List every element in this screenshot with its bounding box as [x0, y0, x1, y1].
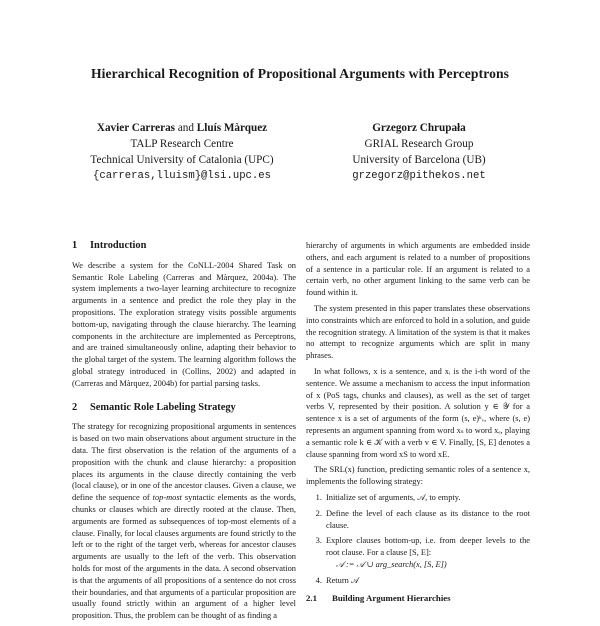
strategy-step: 1. Initialize set of arguments, 𝒜, to empty.	[324, 492, 530, 504]
section-title: Introduction	[90, 240, 147, 251]
author-name-carreras: Xavier Carreras	[96, 122, 176, 134]
author-name-marquez: Lluís Màrquez	[196, 122, 268, 134]
srl-paragraph: The strategy for recognizing propositional arguments in sentences is based on two main observations about argument structure in the data. The first observation is the relation of the arguments of a proposition with the chunk and clause hierarchy: a proposition places its arguments in the clause directly containing the verb (local clause), or in one of the ancestor clauses. Given a clause, we define the sequence of top-most syntactic elements as the words, chunks or clauses which are directly rooted at the clause. Then, arguments are formed as subsequences of top-most elements of a clause. Finally, for local clauses arguments are found strictly to the left or to the right of the target verb, whereas for ancestor clauses arguments are usually to the left of the verb. This observation holds for most of the arguments in the data. A second observation is that the arguments of all propositions of a sentence do not cross their boundaries, and that arguments of a particular proposition are usually found strictly within an argument of a higher level proposition. Thus, the problem can be thought of as finding a	[72, 422, 297, 621]
subsection-title: Building Argument Hierarchies	[332, 592, 451, 603]
srl-paragraph-continued: hierarchy of arguments in which arguments are embedded inside others, and each argument is related to a number of propositions of a sentence in a particular role. If an argument is related to a certain verb, no other argument linking to the same verb can be found within it.	[306, 241, 530, 298]
author-block-ub	[300, 120, 538, 184]
section-title: Semantic Role Labeling Strategy	[90, 401, 236, 413]
author-names	[52, 120, 312, 136]
author-email: grzegorz@pithekos.net	[352, 170, 486, 182]
section-number: 1	[72, 240, 78, 251]
affiliation-group: GRIAL Research Group	[364, 138, 474, 150]
subsection-number: 2.1	[306, 592, 317, 603]
affiliation-university: University of Barcelona (UB)	[352, 154, 486, 166]
emphasis-top-most: top-most	[152, 493, 182, 503]
paper-title: Hierarchical Recognition of Propositional Arguments with Perceptrons	[90, 66, 510, 81]
right-column	[306, 240, 530, 604]
section-heading-srl-strategy	[72, 402, 296, 414]
affiliation-university: Technical University of Catalonia (UPC)	[90, 154, 274, 166]
srl-paragraph-function: The SRL(x) function, predicting semantic roles of a sentence x, implements the following strategy:	[306, 465, 530, 487]
strategy-step: 2. Define the level of each clause as its distance to the root clause.	[324, 508, 530, 532]
srl-paragraph-constraints: The system presented in this paper translates these observations into constraints which are enforced to hold in a solution, and guide the recognition strategy. A limitation of the system is that it makes no attempt to recognize arguments which are split in many phrases.	[306, 303, 530, 361]
intro-paragraph: We describe a system for the CoNLL-2004 Shared Task on Semantic Role Labeling (Carreras and Màrquez, 2004a). The system implements a two-layer learning architecture to recognize arguments in a sentence and predict the role they play in the propositions. The exploration strategy visits possible arguments bottom-up, navigating through the clause hierarchy. The learning components in the architecture are implemented as Perceptrons, and are trained simultaneously online, adapting their behavior to the global target of the system. The learning algorithm follows the global strategy introduced in (Collins, 2002) and adapted in (Carreras and Màrquez, 2004b) for partial parsing tasks.	[72, 260, 296, 388]
strategy-step-formula: 𝒜 := 𝒜 ∪ arg_search(x, [S, E])	[336, 559, 447, 569]
section-heading-introduction	[72, 240, 296, 252]
strategy-steps-list	[306, 492, 530, 587]
author-email: {carreras,lluism}@lsi.upc.es	[92, 170, 271, 182]
srl-paragraph-notation: In what follows, x is a sentence, and xᵢ is the i-th word of the sentence. We assume a mechanism to access the input information of x (PoS tags, chunks and clauses), as well as the set of target verbs V, represented by their position. A solution y ∈ 𝒴 for a sentence x is a set of arguments of the form (s, e)ᵏᵥ, where (s, e) represents an argument spanning from word xₛ to word xₑ, playing a semantic role k ∈ 𝒦 with a verb v ∈ V. Finally, [S, E] denotes a clause spanning from word xS to word xE.	[306, 366, 530, 459]
author-and: and	[177, 122, 194, 134]
strategy-step: 4. Return 𝒜	[324, 575, 530, 587]
strategy-step: 3. Explore clauses bottom-up, i.e. from deeper levels to the root clause. For a clause [S, E]: 𝒜 := 𝒜 ∪ arg_search(x, [S, E])	[324, 535, 530, 570]
subsection-heading-argument-hierarchies	[306, 593, 530, 605]
affiliation-centre: TALP Research Centre	[130, 138, 234, 150]
left-column	[72, 240, 296, 626]
author-block-upc	[52, 120, 312, 184]
author-name-chrupala: Grzegorz Chrupała	[372, 122, 466, 134]
section-number: 2	[72, 401, 78, 413]
